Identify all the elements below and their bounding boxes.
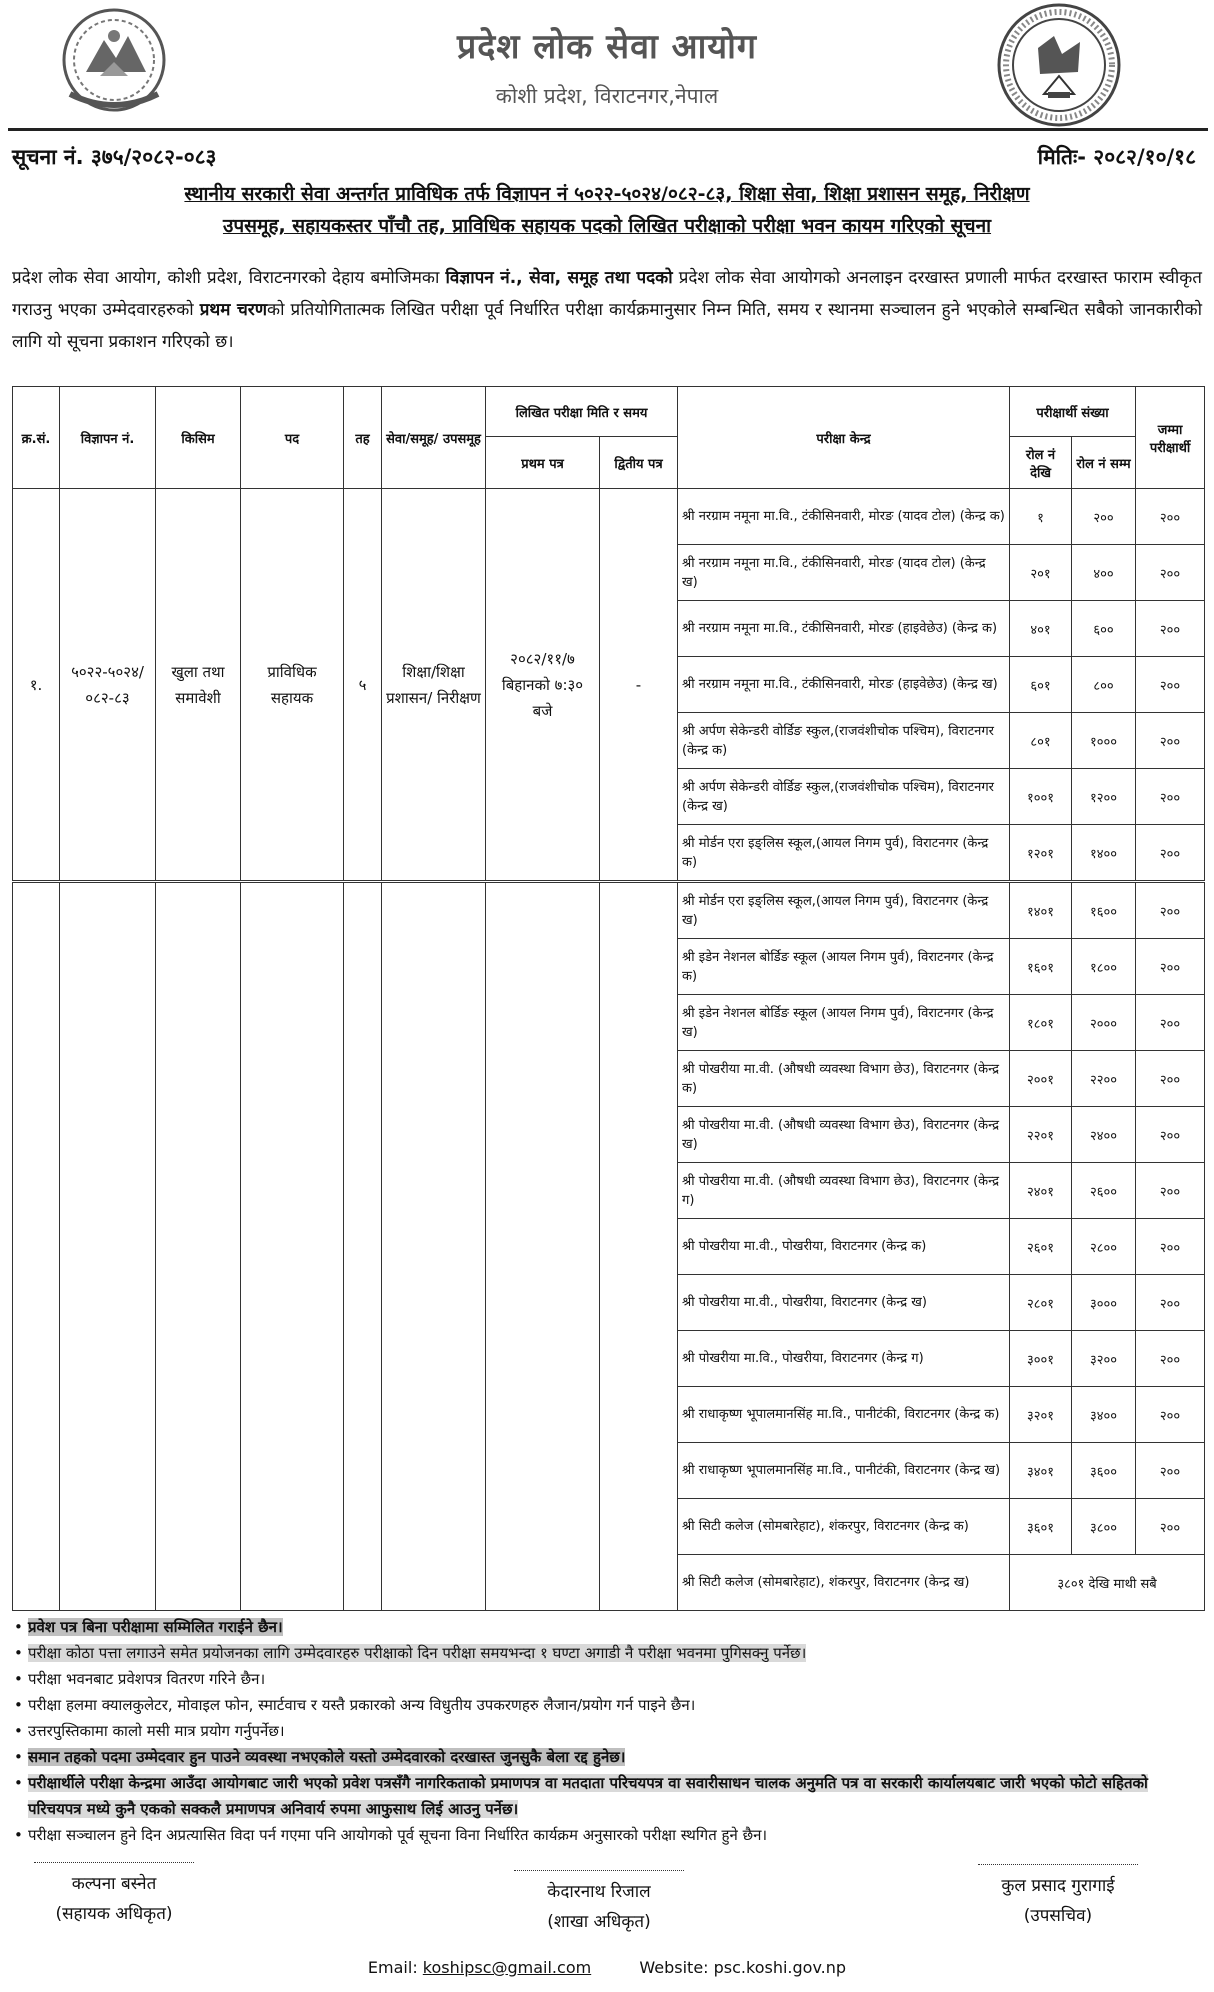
website-label: Website: [639, 1958, 709, 1977]
intro-text-3: को प्रतियोगितात्मक लिखित परीक्षा पूर्व निर्धारित परीक्षा कार्यक्रमानुसार निम्न मिति, समय र स्थानमा सञ्चालन हुने भएकोले सम्बन्धित सबैको जानकारीको लागि यो सूचना प्रकाशन गरिएको छ। [12, 300, 1202, 352]
empty-cell [156, 882, 241, 1611]
header-sn: क्र.सं. [13, 387, 60, 489]
rule-item [10, 1822, 1206, 1848]
cell-center: श्री अर्पण सेकेन्डरी वोर्डिङ स्कुल,(राजवंशीचोक पश्चिम), विराटनगर (केन्द्र ख) [678, 769, 1010, 825]
cell-roll-to: ८०० [1072, 657, 1136, 713]
signatory-name: कुल प्रसाद गुरागाई [1001, 1876, 1115, 1896]
rule-text: परीक्षा कोठा पत्ता लगाउने समेत प्रयोजनका लागि उम्मेदवारहरु परीक्षाको दिन परीक्षा समयभन्दा १ घण्टा अगाडी नै परीक्षा भवनमा पुगिसक्नु पर्नेछ। [28, 1644, 807, 1662]
cell-roll-total: २०० [1136, 882, 1205, 939]
table-body [13, 489, 1205, 1611]
footer-contact [0, 1958, 1214, 1977]
notice-number: सूचना नं. ३७५/२०८२-०८३ [12, 145, 217, 169]
cell-center: श्री नरग्राम नमूना मा.वि., टंकीसिनवारी, मोरङ (यादव टोल) (केन्द्र ख) [678, 545, 1010, 601]
rule-text: प्रवेश पत्र बिना परीक्षामा सम्मिलित गराईने छैन। [28, 1618, 283, 1636]
cell-roll-total: २०० [1136, 1107, 1205, 1163]
cell-roll-to: २२०० [1072, 1051, 1136, 1107]
cell-center: श्री सिटी कलेज (सोमबारेहाट), शंकरपुर, विराटनगर (केन्द्र ख) [678, 1555, 1010, 1611]
rule-text: परीक्षा भवनबाट प्रवेशपत्र वितरण गरिने छैन। [28, 1670, 266, 1688]
rules-list [10, 1614, 1206, 1848]
header-roll-from: रोल नं देखि [1010, 437, 1072, 489]
cell-roll-from: १२०१ [1010, 825, 1072, 882]
cell-center: श्री राधाकृष्ण भूपालमानसिंह मा.वि., पानीटंकी, विराटनगर (केन्द्र क) [678, 1387, 1010, 1443]
cell-roll-from: २८०१ [1010, 1275, 1072, 1331]
cell-type: खुला तथा समावेशी [156, 489, 241, 882]
cell-roll-to: ३००० [1072, 1275, 1136, 1331]
cell-center: श्री नरग्राम नमूना मा.वि., टंकीसिनवारी, मोरङ (यादव टोल) (केन्द्र क) [678, 489, 1010, 545]
cell-roll-from: ६०१ [1010, 657, 1072, 713]
cell-center: श्री पोखरीया मा.वी. (औषधी व्यवस्था विभाग छेउ), विराटनगर (केन्द्र ग) [678, 1163, 1010, 1219]
exam-center-table [12, 386, 1205, 1611]
cell-center: श्री सिटी कलेज (सोमबारेहाट), शंकरपुर, विराटनगर (केन्द्र क) [678, 1499, 1010, 1555]
notice-headline [20, 178, 1194, 242]
cell-roll-total: २०० [1136, 489, 1205, 545]
cell-center: श्री मोर्डन एरा इङ्लिस स्कूल,(आयल निगम पुर्व), विराटनगर (केन्द्र क) [678, 825, 1010, 882]
rule-text: उत्तरपुस्तिकामा कालो मसी मात्र प्रयोग गर्नुपर्नेछ। [28, 1722, 285, 1740]
cell-roll-to: १४०० [1072, 825, 1136, 882]
cell-roll-total: २०० [1136, 1443, 1205, 1499]
rule-item [10, 1692, 1206, 1718]
signature-line [978, 1864, 1138, 1865]
cell-roll-total: २०० [1136, 1387, 1205, 1443]
header-paper-1: प्रथम पत्र [486, 437, 600, 489]
cell-roll-total: २०० [1136, 601, 1205, 657]
empty-cell [60, 882, 156, 1611]
cell-roll-to: १८०० [1072, 939, 1136, 995]
header-examinee-count: परीक्षार्थी संख्या [1010, 387, 1136, 437]
website-link[interactable]: psc.koshi.gov.np [713, 1958, 847, 1977]
cell-roll-to: १००० [1072, 713, 1136, 769]
cell-center: श्री अर्पण सेकेन्डरी वोर्डिङ स्कुल,(राजवंशीचोक पश्चिम), विराटनगर (केन्द्र क) [678, 713, 1010, 769]
cell-roll-to: २८०० [1072, 1219, 1136, 1275]
cell-roll-from: २००१ [1010, 1051, 1072, 1107]
cell-roll-from: ३४०१ [1010, 1443, 1072, 1499]
cell-center: श्री पोखरीया मा.वी., पोखरीया, विराटनगर (केन्द्र ख) [678, 1275, 1010, 1331]
org-location: कोशी प्रदेश, विराटनगर,नेपाल [495, 84, 719, 108]
cell-paper1: २०८२/११/७ बिहानको ७:३० बजे [486, 489, 600, 882]
empty-cell [382, 882, 486, 1611]
cell-roll-to: २००० [1072, 995, 1136, 1051]
cell-roll-total: २०० [1136, 1051, 1205, 1107]
cell-roll-total: २०० [1136, 769, 1205, 825]
email-label: Email: [367, 1958, 418, 1977]
cell-roll-to: ३२०० [1072, 1331, 1136, 1387]
cell-roll-total: २०० [1136, 825, 1205, 882]
rule-item [10, 1666, 1206, 1692]
signature-under-secretary [978, 1864, 1138, 1931]
psc-seal-icon [996, 2, 1122, 128]
cell-roll-from: १००१ [1010, 769, 1072, 825]
rule-item [10, 1770, 1206, 1822]
cell-roll-total: २०० [1136, 657, 1205, 713]
cell-post: प्राविधिक सहायक [241, 489, 344, 882]
cell-center: श्री पोखरीया मा.वी., पोखरीया, विराटनगर (केन्द्र क) [678, 1219, 1010, 1275]
cell-roll-total: २०० [1136, 713, 1205, 769]
cell-roll-from: ३००१ [1010, 1331, 1072, 1387]
cell-center: श्री नरग्राम नमूना मा.वि., टंकीसिनवारी, मोरङ (हाइवेछेउ) (केन्द्र क) [678, 601, 1010, 657]
cell-center: श्री पोखरीया मा.वी. (औषधी व्यवस्था विभाग छेउ), विराटनगर (केन्द्र ख) [678, 1107, 1010, 1163]
header-type: किसिम [156, 387, 241, 489]
cell-service: शिक्षा/शिक्षा प्रशासन/ निरीक्षण [382, 489, 486, 882]
cell-level: ५ [344, 489, 382, 882]
rule-item [10, 1640, 1206, 1666]
table-row [13, 882, 1205, 939]
signatory-title: (उपसचिव) [1023, 1906, 1093, 1926]
signatory-name: केदारनाथ रिजाल [547, 1882, 651, 1902]
header-ad-no: विज्ञापन नं. [60, 387, 156, 489]
cell-roll-to: १६०० [1072, 882, 1136, 939]
header-center: परीक्षा केन्द्र [678, 387, 1010, 489]
headline-line-1: स्थानीय सरकारी सेवा अन्तर्गत प्राविधिक तर्फ विज्ञापन नं ५०२२-५०२४/०८२-८३, शिक्षा सेवा, शिक्षा प्रशासन समूह, निरीक्षण [184, 183, 1030, 205]
cell-roll-from: २२०१ [1010, 1107, 1072, 1163]
rule-item [10, 1718, 1206, 1744]
cell-roll-from: २६०१ [1010, 1219, 1072, 1275]
rule-text: परीक्षा हलमा क्यालकुलेटर, मोवाइल फोन, स्मार्टवाच र यस्तै प्रकारको अन्य विधुतीय उपकरणहरु लैजान/प्रयोग गर्न पाइने छैन। [28, 1696, 696, 1714]
cell-roll-total: २०० [1136, 1275, 1205, 1331]
cell-center: श्री पोखरीया मा.वी. (औषधी व्यवस्था विभाग छेउ), विराटनगर (केन्द्र क) [678, 1051, 1010, 1107]
intro-paragraph [12, 262, 1202, 358]
empty-cell [13, 882, 60, 1611]
cell-roll-total: २०० [1136, 1163, 1205, 1219]
empty-cell [344, 882, 382, 1611]
org-name: प्रदेश लोक सेवा आयोग [456, 27, 758, 67]
notice-date: मितिः- २०८२/१०/१८ [1037, 145, 1196, 169]
cell-center: श्री राधाकृष्ण भूपालमानसिंह मा.वि., पानीटंकी, विराटनगर (केन्द्र ख) [678, 1443, 1010, 1499]
cell-roll-total: २०० [1136, 1499, 1205, 1555]
rule-text: समान तहको पदमा उम्मेदवार हुन पाउने व्यवस्था नभएकोले यस्तो उम्मेदवारको दरखास्त जुनसुकै बेला रद्द हुनेछ। [28, 1748, 626, 1766]
headline-line-2: उपसमूह, सहायकस्तर पाँचौ तह, प्राविधिक सहायक पदको लिखित परीक्षाको परीक्षा भवन कायम गरिएको सूचना [222, 215, 992, 237]
signature-line [514, 1870, 684, 1871]
cell-roll-to: १२०० [1072, 769, 1136, 825]
cell-roll-total: २०० [1136, 545, 1205, 601]
cell-roll-to: ४०० [1072, 545, 1136, 601]
cell-center: श्री मोर्डन एरा इङ्लिस स्कूल,(आयल निगम पुर्व), विराटनगर (केन्द्र ख) [678, 882, 1010, 939]
cell-roll-from: १८०१ [1010, 995, 1072, 1051]
cell-roll-to: ३८०० [1072, 1499, 1136, 1555]
signatory-title: (शाखा अधिकृत) [547, 1912, 651, 1932]
cell-paper2: - [600, 489, 678, 882]
intro-bold-2: प्रथम चरण [199, 300, 268, 320]
cell-roll-from: १ [1010, 489, 1072, 545]
header-divider [8, 128, 1208, 131]
cell-roll-range: ३८०१ देखि माथी सबै [1010, 1555, 1205, 1611]
cell-roll-total: २०० [1136, 1331, 1205, 1387]
intro-text-2: प्रदेश लोक सेवा आयोगको अनलाइन दरखास्त प्रणाली मार्फत दरखास्त फाराम स्वीकृत गराउनु भएका उम्मेदवारहरुको [12, 268, 1202, 320]
empty-cell [600, 882, 678, 1611]
cell-roll-to: २६०० [1072, 1163, 1136, 1219]
intro-bold-1: विज्ञापन नं., सेवा, समूह तथा पदको [445, 268, 673, 288]
cell-roll-to: ३६०० [1072, 1443, 1136, 1499]
rule-text: परीक्षार्थीले परीक्षा केन्द्रमा आउँदा आयोगबाट जारी भएको प्रवेश पत्रसँगै नागरिकताको प्रमाणपत्र वा मतदाता परिचयपत्र वा सवारीसाधन चालक अनुमति पत्र वा सरकारी कार्यालयबाट जारी भएको फोटो सहितको परिचयपत्र मध्ये कुनै एकको सक्कलै प्रमाणपत्र अनिवार्य रुपमा आफुसाथ लिई आउनु पर्नेछ। [28, 1774, 1148, 1818]
cell-roll-from: २४०१ [1010, 1163, 1072, 1219]
cell-roll-from: ८०१ [1010, 713, 1072, 769]
empty-cell [241, 882, 344, 1611]
intro-text-1: प्रदेश लोक सेवा आयोग, कोशी प्रदेश, विराटनगरको देहाय बमोजिमका [12, 268, 446, 288]
signatory-name: कल्पना बस्नेत [71, 1874, 157, 1894]
cell-roll-from: १४०१ [1010, 882, 1072, 939]
header-level: तह [344, 387, 382, 489]
cell-roll-to: २०० [1072, 489, 1136, 545]
cell-ad-no: ५०२२-५०२४/ ०८२-८३ [60, 489, 156, 882]
header-service: सेवा/समूह/ उपसमूह [382, 387, 486, 489]
cell-roll-from: २०१ [1010, 545, 1072, 601]
header-paper-2: द्वितीय पत्र [600, 437, 678, 489]
cell-roll-from: १६०१ [1010, 939, 1072, 995]
cell-roll-from: ४०१ [1010, 601, 1072, 657]
rule-item [10, 1744, 1206, 1770]
cell-center: श्री इडेन नेशनल बोर्डिङ स्कूल (आयल निगम पुर्व), विराटनगर (केन्द्र ख) [678, 995, 1010, 1051]
cell-center: श्री नरग्राम नमूना मा.वि., टंकीसिनवारी, मोरङ (हाइवेछेउ) (केन्द्र ख) [678, 657, 1010, 713]
cell-roll-total: २०० [1136, 995, 1205, 1051]
header-total: जम्मा परीक्षार्थी [1136, 387, 1205, 489]
table-row [13, 489, 1205, 545]
signature-assistant-officer [34, 1862, 194, 1929]
cell-roll-to: ३४०० [1072, 1387, 1136, 1443]
cell-center: श्री पोखरीया मा.वि., पोखरीया, विराटनगर (केन्द्र ग) [678, 1331, 1010, 1387]
cell-roll-from: ३२०१ [1010, 1387, 1072, 1443]
cell-center: श्री इडेन नेशनल बोर्डिङ स्कूल (आयल निगम पुर्व), विराटनगर (केन्द्र क) [678, 939, 1010, 995]
signature-section-officer [514, 1870, 684, 1937]
cell-roll-to: २४०० [1072, 1107, 1136, 1163]
rule-item [10, 1614, 1206, 1640]
signature-line [34, 1862, 194, 1863]
header-roll-to: रोल नं सम्म [1072, 437, 1136, 489]
cell-sn: १. [13, 489, 60, 882]
cell-roll-from: ३६०१ [1010, 1499, 1072, 1555]
header-post: पद [241, 387, 344, 489]
cell-roll-total: २०० [1136, 939, 1205, 995]
cell-roll-total: २०० [1136, 1219, 1205, 1275]
rule-text: परीक्षा सञ्चालन हुने दिन अप्रत्यासित विदा पर्न गएमा पनि आयोगको पूर्व सूचना विना निर्धारित कार्यक्रम अनुसारको परीक्षा स्थगित हुने छैन। [28, 1826, 768, 1844]
header-exam-date: लिखित परीक्षा मिति र समय [486, 387, 678, 437]
empty-cell [486, 882, 600, 1611]
email-link[interactable]: koshipsc@gmail.com [422, 1958, 592, 1977]
signatory-title: (सहायक अधिकृत) [55, 1904, 173, 1924]
cell-roll-to: ६०० [1072, 601, 1136, 657]
